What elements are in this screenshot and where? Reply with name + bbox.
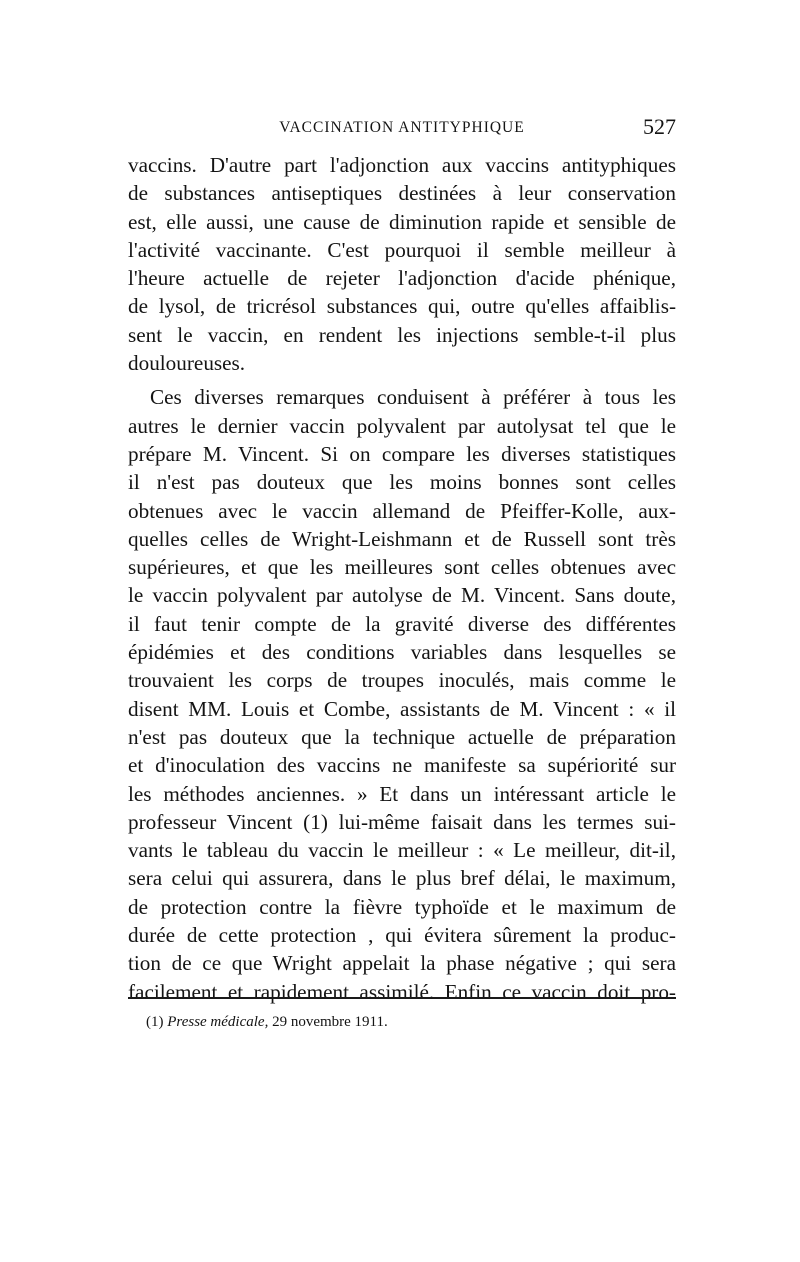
page-number: 527 xyxy=(643,114,676,139)
text-line: sera celui qui assurera, dans le plus bref délai, le maximum, xyxy=(128,866,676,891)
text-line: les méthodes anciennes. » Et dans un intéressant article le xyxy=(128,781,676,806)
text-line: n'est pas douteux que la technique actuelle de préparation xyxy=(128,724,676,749)
footnote-journal-title: Presse médicale, xyxy=(167,1014,269,1030)
running-header xyxy=(128,114,676,142)
text-line: quelles celles de Wright-Leishmann et de Russell sont très xyxy=(128,526,676,551)
text-line: vants le tableau du vaccin le meilleur : « Le meilleur, dit-il, xyxy=(128,838,676,863)
running-title: VACCINATION ANTITYPHIQUE xyxy=(279,119,525,136)
text-line: supérieures, et que les meilleures sont celles obtenues avec xyxy=(128,555,676,580)
text-line: professeur Vincent (1) lui-même faisait dans les termes sui- xyxy=(128,809,676,834)
text-line: de lysol, de tricrésol substances qui, outre qu'elles affaiblis- xyxy=(128,294,676,319)
text-line: disent MM. Louis et Combe, assistants de M. Vincent : « il xyxy=(128,696,676,721)
text-line: de protection contre la fièvre typhoïde et le maximum de xyxy=(128,894,676,919)
text-line: l'heure actuelle de rejeter l'adjonction d'acide phénique, xyxy=(128,266,676,291)
text-line: durée de cette protection , qui évitera sûrement la produc- xyxy=(128,923,676,948)
paragraph-1 xyxy=(128,151,676,377)
text-line: Ces diverses remarques conduisent à préférer à tous les xyxy=(150,385,676,410)
text-line: de substances antiseptiques destinées à leur conservation xyxy=(128,181,676,206)
text-line: vaccins. D'autre part l'adjonction aux vaccins antityphiques xyxy=(128,153,676,177)
text-line: trouvaient les corps de troupes inoculés, mais comme le xyxy=(128,668,676,693)
footnote xyxy=(146,1012,388,1032)
text-line: douloureuses. xyxy=(128,351,246,376)
text-line: prépare M. Vincent. Si on compare les diverses statistiques xyxy=(128,441,676,466)
text-line: obtenues avec le vaccin allemand de Pfeiffer-Kolle, aux- xyxy=(128,498,676,523)
text-line: le vaccin polyvalent par autolyse de M. Vincent. Sans doute, xyxy=(128,583,676,608)
text-line: épidémies et des conditions variables dans lesquelles se xyxy=(128,640,676,665)
text-line: et d'inoculation des vaccins ne manifeste sa supériorité sur xyxy=(128,753,676,778)
footnote-date: 29 novembre 1911. xyxy=(272,1014,388,1030)
text-line: est, elle aussi, une cause de diminution rapide et sensible de xyxy=(128,209,676,234)
text-line: l'activité vaccinante. C'est pourquoi il semble meilleur à xyxy=(128,237,676,262)
text-line: il n'est pas douteux que les moins bonnes sont celles xyxy=(128,470,676,495)
footnote-divider xyxy=(128,997,676,999)
text-line: il faut tenir compte de la gravité diverse des différentes xyxy=(128,611,676,636)
body-text xyxy=(128,151,676,1006)
text-line: sent le vaccin, en rendent les injections semble-t-il plus xyxy=(128,322,676,347)
text-line: facilement et rapidement assimilé. Enfin ce vaccin doit pro- xyxy=(128,979,676,1004)
paragraph-2 xyxy=(128,383,676,1006)
text-line: autres le dernier vaccin polyvalent par autolysat tel que le xyxy=(128,413,676,438)
text-line: tion de ce que Wright appelait la phase négative ; qui sera xyxy=(128,951,676,976)
footnote-marker: (1) xyxy=(146,1014,164,1030)
